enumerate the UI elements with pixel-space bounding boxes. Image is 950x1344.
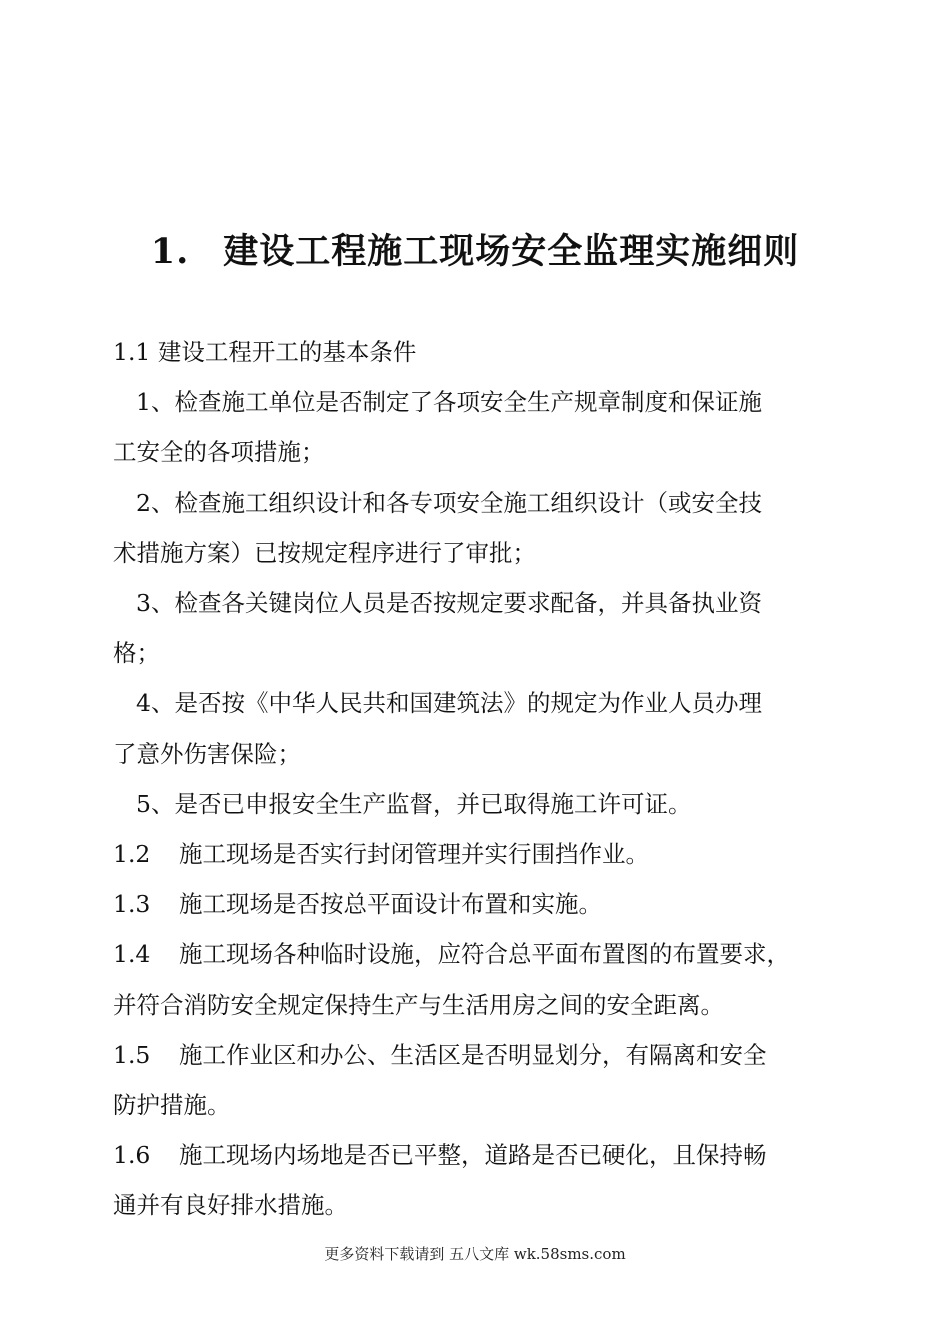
section-text: 施工现场各种临时设施，应符合总平面布置图的布置要求， [179, 940, 790, 969]
document-body [113, 327, 843, 1231]
page-title [0, 224, 950, 274]
section-line [113, 1030, 843, 1080]
section-text: 施工现场是否按总平面设计布置和实施。 [179, 890, 602, 919]
section-text: 施工现场是否实行封闭管理并实行围挡作业。 [179, 840, 649, 869]
paragraph-line: 4、是否按《中华人民共和国建筑法》的规定为作业人员办理 [136, 689, 762, 718]
paragraph-line: 工安全的各项措施； [113, 438, 325, 467]
paragraph-line: 通并有良好排水措施。 [113, 1191, 348, 1220]
paragraph-line: 格； [113, 639, 160, 668]
section-text: 施工作业区和办公、生活区是否明显划分，有隔离和安全 [179, 1040, 767, 1069]
section-number: 1.5 [113, 1040, 151, 1069]
paragraph-line: 3、检查各关键岗位人员是否按规定要求配备，并具备执业资 [136, 589, 762, 618]
section-line [113, 879, 843, 929]
section-text: 施工现场内场地是否已平整，道路是否已硬化，且保持畅 [179, 1141, 767, 1170]
section-number: 1.1 [113, 338, 151, 366]
title-text: 建设工程施工现场安全监理实施细则 [223, 231, 800, 272]
paragraph-line: 术措施方案）已按规定程序进行了审批； [113, 538, 536, 567]
section-heading [113, 327, 843, 377]
paragraph-line: 并符合消防安全规定保持生产与生活用房之间的安全距离。 [113, 990, 724, 1019]
section-number: 1.2 [113, 840, 151, 869]
paragraph-line: 5、是否已申报安全生产监督，并已取得施工许可证。 [136, 789, 692, 818]
title-number: 1. [150, 231, 190, 272]
paragraph-line: 了意外伤害保险； [113, 739, 301, 768]
section-number: 1.3 [113, 890, 151, 919]
paragraph-line: 防护措施。 [113, 1091, 231, 1120]
section-line [113, 1130, 843, 1180]
section-number: 1.6 [113, 1141, 151, 1170]
section-number: 1.4 [113, 940, 151, 969]
section-line [113, 929, 843, 979]
page-footer: 更多资料下载请到 五八文库 wk.58sms.com [324, 1245, 626, 1263]
paragraph-line: 2、检查施工组织设计和各专项安全施工组织设计（或安全技 [136, 488, 762, 517]
section-text: 建设工程开工的基本条件 [157, 338, 417, 366]
section-line [113, 829, 843, 879]
paragraph-line: 1、检查施工单位是否制定了各项安全生产规章制度和保证施 [136, 388, 762, 417]
